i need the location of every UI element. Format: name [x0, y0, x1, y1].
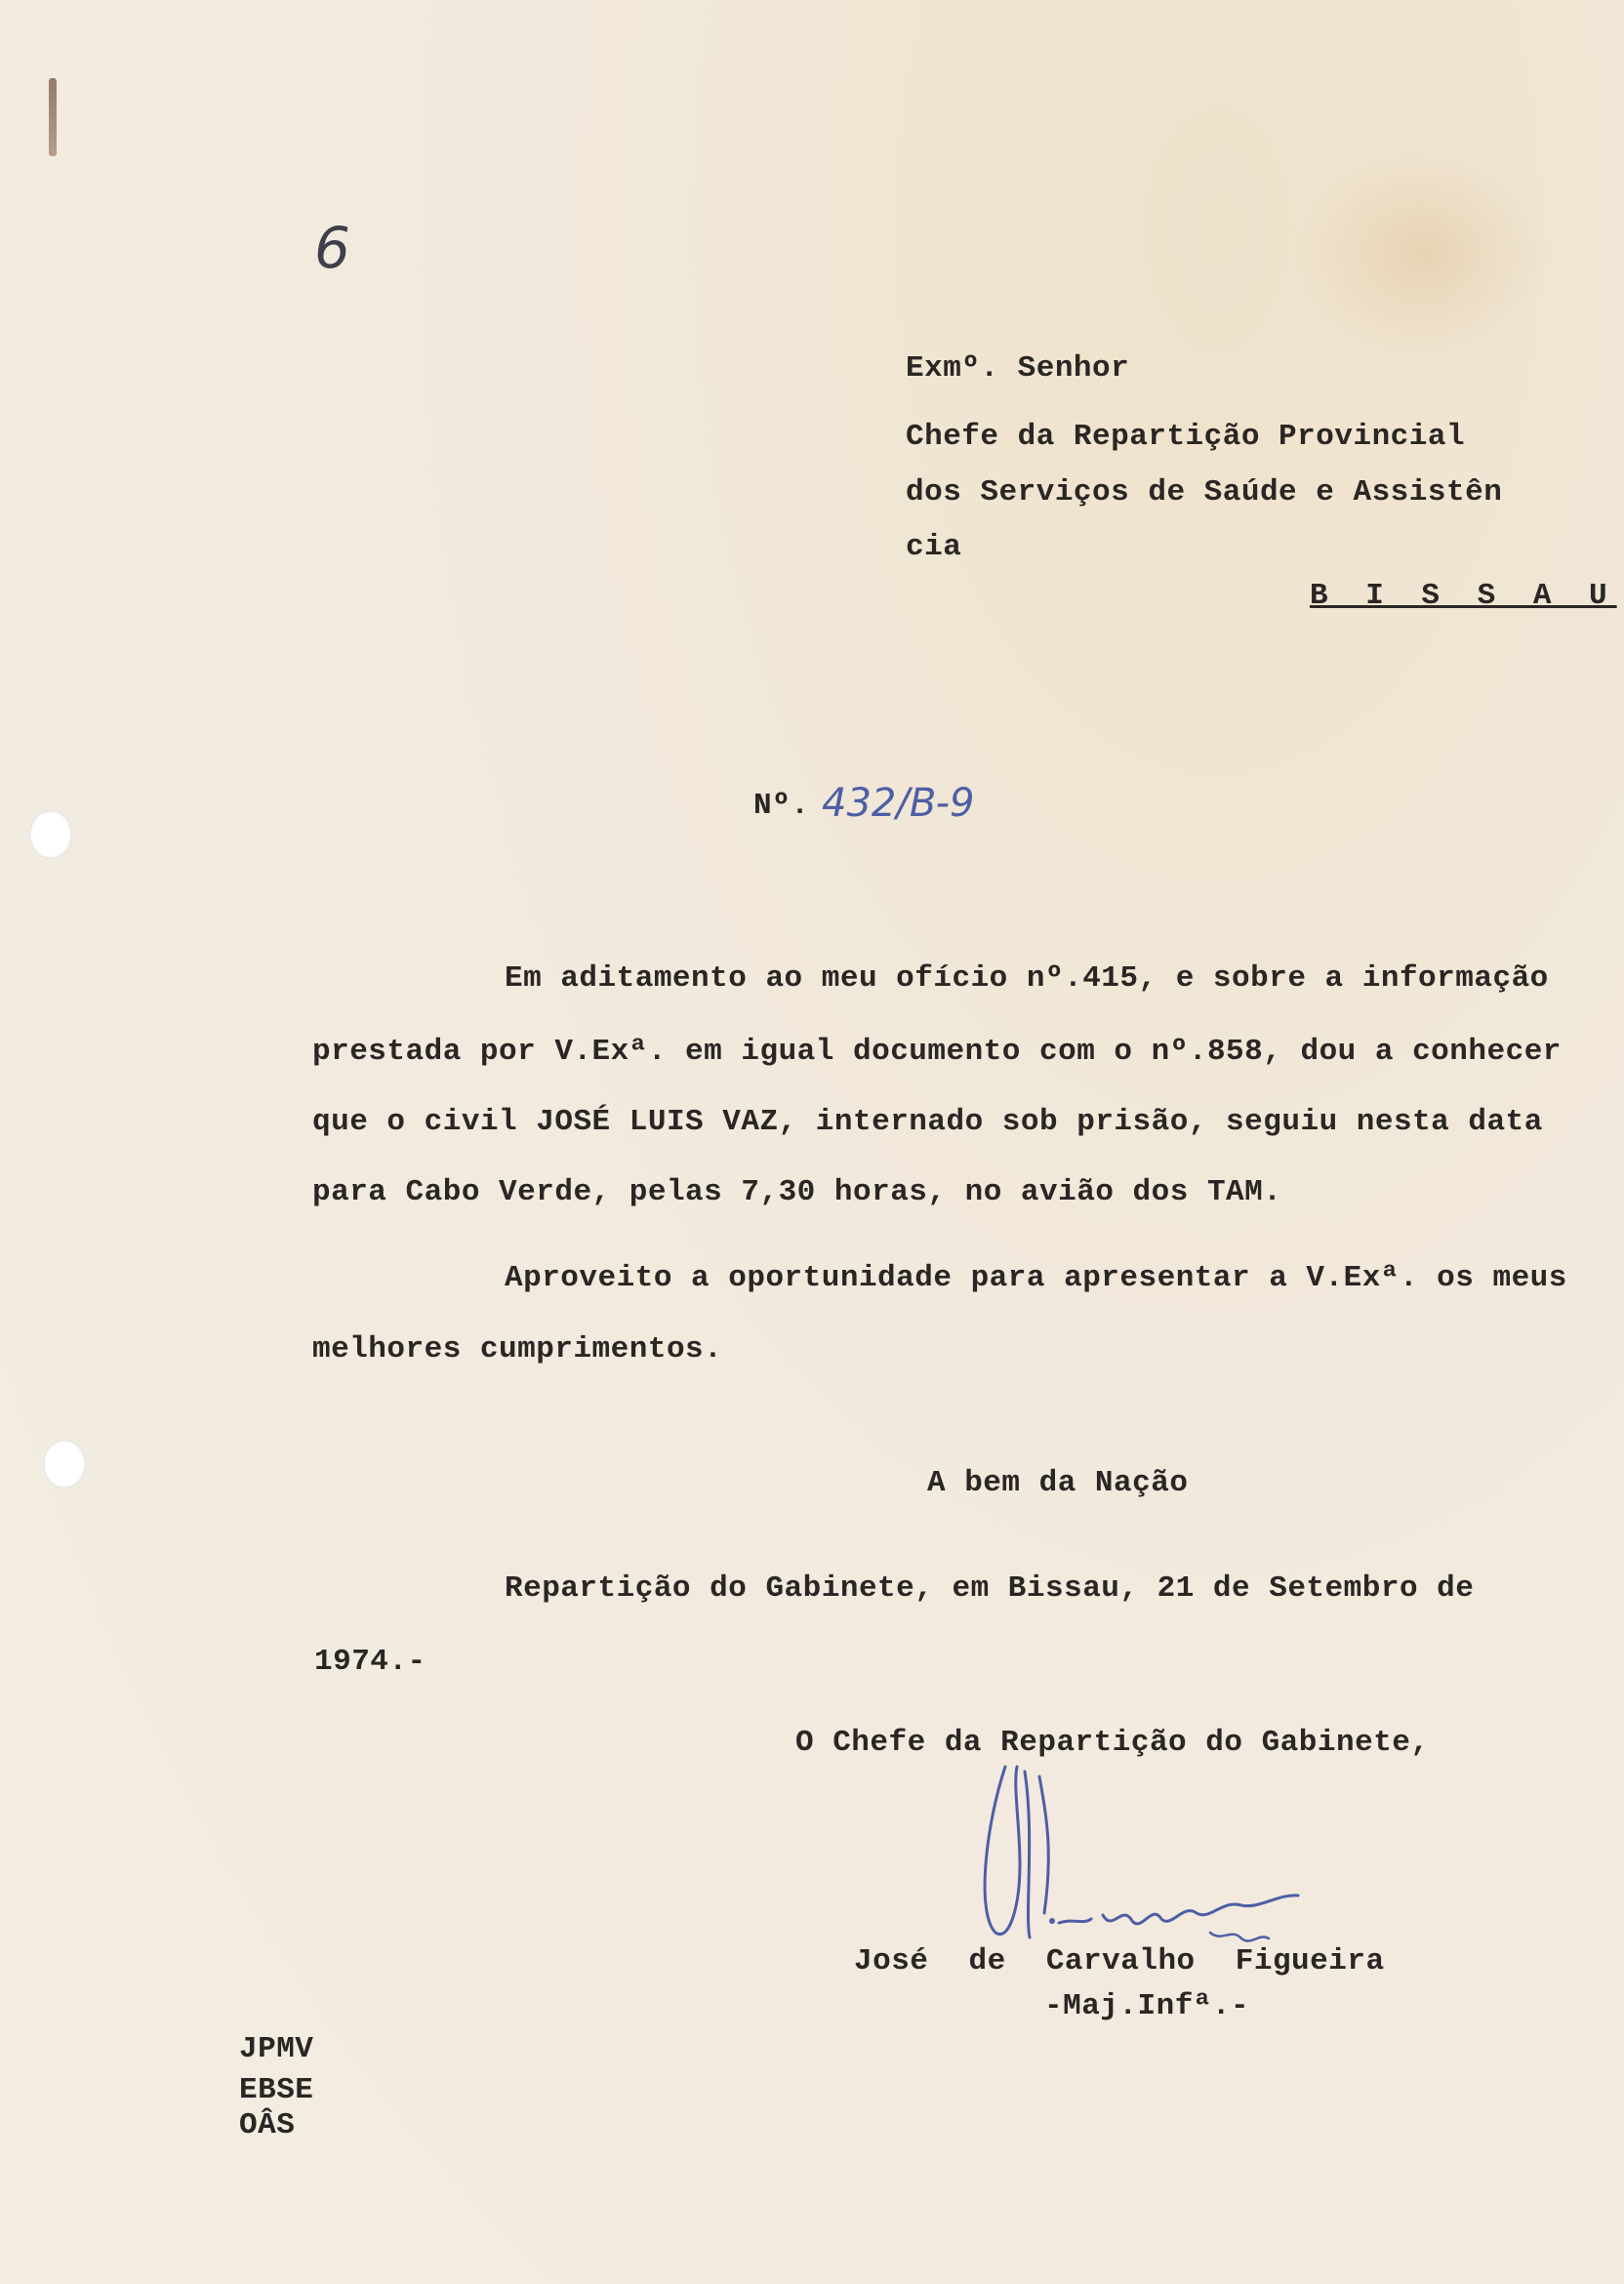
initials-1: JPMV	[239, 2032, 314, 2066]
punch-hole-top	[29, 810, 72, 859]
initials-3: OÂS	[239, 2108, 296, 2142]
dateline-line-1: Repartição do Gabinete, em Bissau, 21 de Setembro de	[505, 1571, 1475, 1606]
handwritten-signature	[966, 1747, 1318, 1962]
dateline-line-2: 1974.-	[314, 1645, 426, 1679]
recipient-line-1: Chefe da Repartição Provincial	[906, 420, 1466, 454]
reference-label: Nº.	[753, 789, 810, 823]
initials-2: EBSE	[239, 2073, 314, 2107]
recipient-city: B I S S A U	[1310, 579, 1617, 613]
signatory-title: O Chefe da Repartição do Gabinete,	[795, 1726, 1430, 1760]
reference-number: 432/B-9	[822, 781, 975, 826]
recipient-line-3: cia	[906, 530, 962, 564]
salutation: Exmº. Senhor	[906, 351, 1130, 386]
closing: A bem da Nação	[927, 1466, 1189, 1500]
staple-mark	[49, 78, 57, 156]
recipient-line-2: dos Serviços de Saúde e Assistên	[906, 475, 1503, 510]
punch-hole-bottom	[43, 1440, 86, 1489]
signatory-name: José de Carvalho Figueira	[854, 1944, 1385, 1978]
body-line-3: que o civil JOSÉ LUIS VAZ, internado sob prisão, seguiu nesta data	[312, 1105, 1543, 1139]
paper-stain	[1298, 146, 1552, 361]
signatory-rank: -Maj.Infª.-	[1044, 1989, 1250, 2023]
body-line-1: Em aditamento ao meu ofício nº.415, e sobre a informação	[505, 961, 1549, 996]
page-number: 6	[314, 215, 350, 281]
body-line-4: para Cabo Verde, pelas 7,30 horas, no avião dos TAM.	[312, 1175, 1282, 1209]
body-line-2: prestada por V.Exª. em igual documento com o nº.858, dou a conhecer	[312, 1035, 1562, 1069]
body-line-5: Aproveito a oportunidade para apresentar a V.Exª. os meus	[505, 1261, 1567, 1295]
body-line-6: melhores cumprimentos.	[312, 1332, 723, 1366]
